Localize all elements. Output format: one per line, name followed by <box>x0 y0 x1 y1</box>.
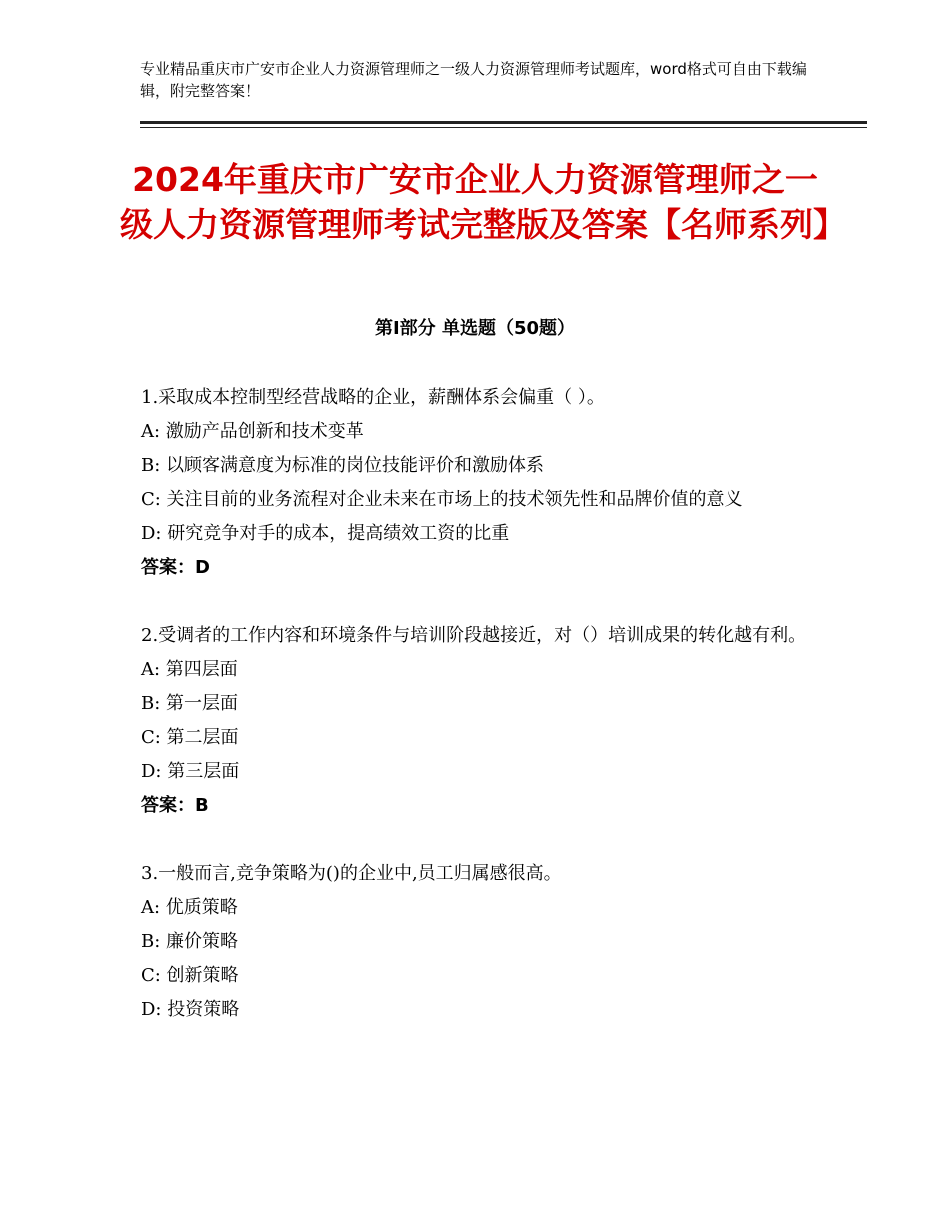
answer-label: 答案：B <box>141 795 209 816</box>
option-a: A: 激励产品创新和技术变革 <box>141 421 364 442</box>
header-note: 专业精品重庆市广安市企业人力资源管理师之一级人力资源管理师考试题库，word格式可自由下载编辑，附完整答案！ <box>140 60 807 100</box>
document-title: 2024年重庆市广安市企业人力资源管理师之一级人力资源管理师考试完整版及答案【名师系列】 <box>120 160 846 244</box>
option-b: B: 第一层面 <box>141 693 239 714</box>
option-c: C: 第二层面 <box>141 727 239 748</box>
option-b: B: 廉价策略 <box>141 931 239 952</box>
header-divider-thick <box>140 121 867 124</box>
option-c: C: 创新策略 <box>141 965 239 986</box>
question-stem: 2.受调者的工作内容和环境条件与培训阶段越接近，对（）培训成果的转化越有利。 <box>141 625 807 646</box>
answer-label: 答案：D <box>141 557 210 578</box>
option-c: C: 关注目前的业务流程对企业未来在市场上的技术领先性和品牌价值的意义 <box>141 489 743 510</box>
question-1 <box>141 381 821 585</box>
option-d: D: 研究竞争对手的成本，提高绩效工资的比重 <box>141 523 510 544</box>
question-stem: 3.一般而言,竞争策略为()的企业中,员工归属感很高。 <box>141 863 562 884</box>
section-title: 第Ⅰ部分 单选题（50题） <box>374 318 575 339</box>
question-2 <box>141 619 821 823</box>
header-divider-thin <box>140 127 867 128</box>
question-3 <box>141 857 821 1027</box>
question-stem: 1.采取成本控制型经营战略的企业，薪酬体系会偏重（ ）。 <box>141 387 605 408</box>
option-a: A: 优质策略 <box>141 897 238 918</box>
question-list <box>141 381 821 1061</box>
option-d: D: 投资策略 <box>141 999 240 1020</box>
option-d: D: 第三层面 <box>141 761 240 782</box>
option-a: A: 第四层面 <box>141 659 238 680</box>
option-b: B: 以顾客满意度为标准的岗位技能评价和激励体系 <box>141 455 545 476</box>
